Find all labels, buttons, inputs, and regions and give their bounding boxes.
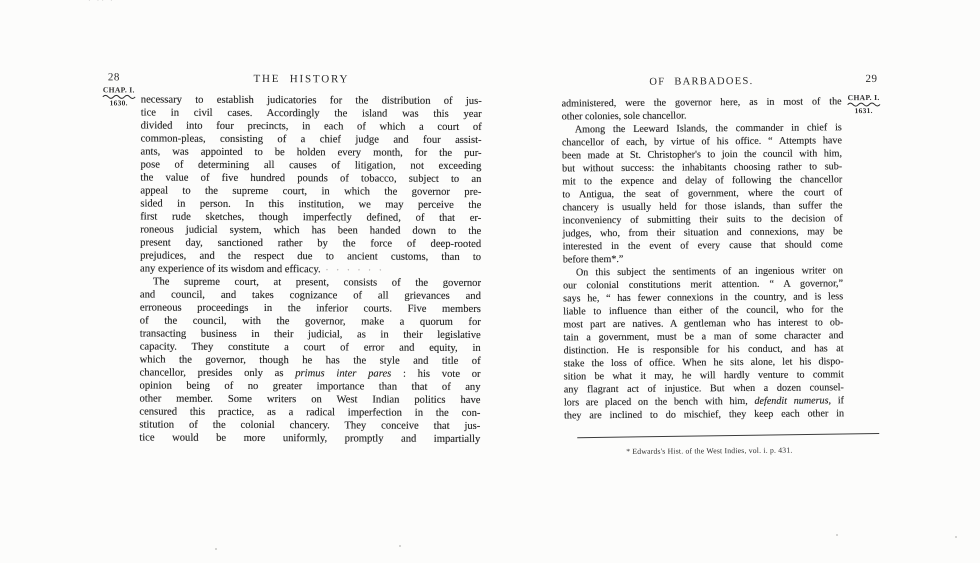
italic-phrase: defendit numerus [754,395,829,407]
text-segment: chancellor of each, by virtue of his office. “ Attempts have [561,135,842,149]
text-segment: ants, was appointed to be holden every month, for the pur- [140,146,482,159]
scan-artifact: · ·· · [88,0,115,5]
scan-speck [399,545,401,547]
page-number-left: 28 [107,71,120,84]
text-segment: most part are natives. A gentleman who has interest to ob- [563,317,844,331]
text-segment: tice would be more uniformly, promptly and impartially [139,432,481,445]
text-segment: Among the Leeward Islands, the commander in chief is [574,122,842,136]
text-segment: tice in civil cases. Accordingly the island was this year [140,107,482,120]
running-header-left: THE HISTORY [253,72,350,86]
text-segment: stitution of the colonial chancery. They conceive that jus- [139,419,481,432]
footnote: * Edwards's Hist. of the West Indies, vol. i. p. 431. [626,445,793,456]
text-segment: present day, sanctioned rather by the force of deep-rooted [140,237,482,250]
text-segment: the value of five hundred pounds of tobacco, subject to an [140,172,482,185]
text-segment: chancery is usually held for those islands, than suffer the [562,200,843,214]
footnote-rule [577,433,879,438]
text-segment: capacity. They constitute a court of error and equity, in [139,341,481,354]
text-segment: judges, who, from their situation and connexions, may be [562,226,843,240]
scan-speck [215,548,217,550]
text-segment: any flagrant act of injustice. But when a dozen counsel- [563,382,844,396]
text-segment: but without success: the inhabitants choosing rather to sub- [562,161,843,175]
scan-speck [955,536,957,538]
text-segment: · · · · · · [320,265,385,275]
text-segment: our colonial constitutions merit attention. “ A governor,” [563,278,844,292]
italic-phrase: primus inter pares [295,368,392,380]
scan-speck [836,534,838,536]
text-segment: which the governor, though he has the style and title of [139,354,481,367]
text-segment: interested in the event of every cause that should come [562,239,843,253]
text-segment: appeal to the supreme court, in which the governor pre- [140,185,482,198]
text-segment: erroneous proceedings in the inferior courts. Five members [139,302,481,315]
text-segment: before them*.” [562,253,624,266]
text-segment: : his vote or [391,368,481,380]
text-segment: to Antigua, the seat of government, where the court of [562,187,843,201]
text-segment: The supreme court, at present, consists of the governor [152,276,482,289]
text-segment: opinion being of no greater importance than that of any [139,380,481,393]
margin-note-right [842,94,886,115]
text-segment: stake the loss of office. When he sits alone, let his dispo- [563,356,844,370]
text-segment: other member. Some writers on West Indian politics have [139,393,481,406]
text-segment: prejudices, and the respect due to ancient customs, than to [140,250,482,263]
text-segment: they are inclined to do mischief, they keep each other in [564,408,845,422]
text-segment: liable to influence than either of the council, who for the [563,304,844,318]
text-segment: administered, were the governor here, as in most of the [561,96,842,110]
text-segment: been made at St. Christopher's to join the council with him, [561,148,843,162]
chapter-label: CHAP. I. [847,92,880,103]
text-segment: sided in person. In this institution, we may perceive the [140,198,482,211]
right-text-column [562,95,845,422]
text-segment: sition be what it may, he will hardly venture to commit [563,369,844,383]
text-segment: On this subject the sentiments of an ingenious writer on [575,265,843,279]
text-segment: necessary to establish judicatories for the distribution of jus- [140,94,482,107]
text-segment: mit to the expence and delay of following the chancellor [562,174,843,188]
text-segment: pose of determining all causes of litigation, not exceeding [140,159,482,172]
text-segment: first rude sketches, though imperfectly defined, of that er- [140,211,482,224]
text-line [563,238,843,253]
text-segment: lors are placed on the bench with him, [563,395,755,409]
text-segment: and council, and takes cognizance of all grievances and [139,289,481,302]
text-line [564,407,844,422]
text-segment: roneous judicial system, which has been handed down to the [140,224,482,237]
text-line [562,95,842,110]
year-label: 1630. [109,98,128,108]
running-header-right: OF BARBADOES. [649,75,754,88]
text-segment: inconveniency of submitting their suits to the decision of [562,213,843,227]
text-segment: any experience of its wisdom and efficacy. [140,263,321,276]
text-segment: other colonies, sole chancellor. [561,110,687,123]
text-segment: tain a government, must be a man of some character and [563,330,844,344]
year-label: 1631. [854,105,873,116]
text-segment: transacting business in their judicial, as in their legislative [139,328,481,341]
text-segment: distinction. He is responsible for his conduct, and has at [563,343,844,357]
chapter-label: CHAP. I. [102,85,135,95]
text-segment: chancellor, presides only as [139,367,296,380]
text-segment: says he, “ has fewer connexions in the country, and is less [563,291,844,305]
text-segment: , if [828,395,845,407]
text-segment: censured this practice, as a radical imperfection in the con- [139,406,481,419]
text-segment: divided into four precincts, in each of which a court of [140,120,482,133]
page-number-right: 29 [865,72,878,86]
text-segment: of the council, with the governor, make a quorum for [139,315,481,328]
text-segment: common-pleas, consisting of a chief judge and four assist- [140,133,482,146]
